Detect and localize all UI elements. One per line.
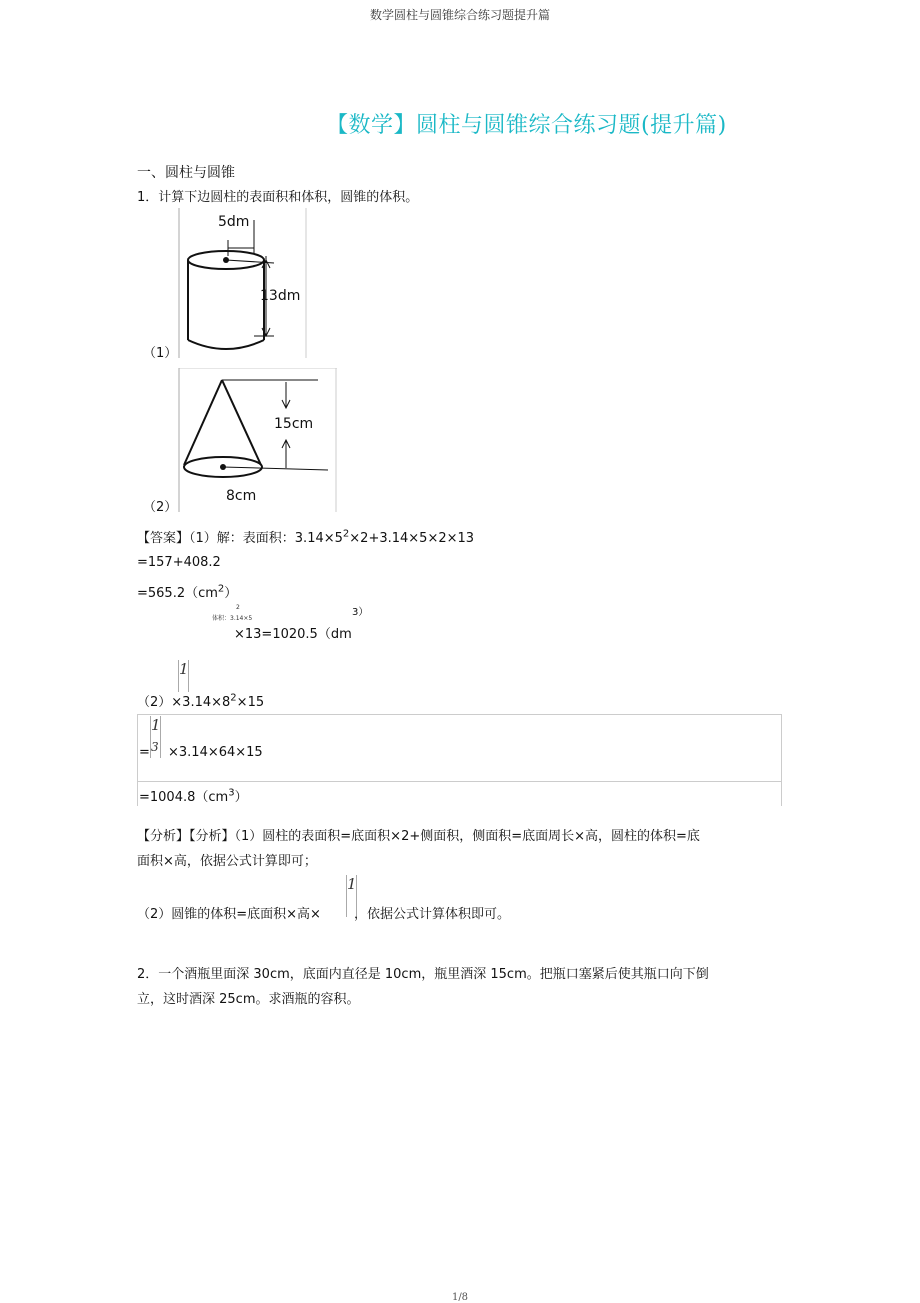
- question-1-prompt: 1．计算下边圆柱的表面积和体积，圆锥的体积。: [137, 190, 419, 205]
- volume-exp: [352, 603, 368, 618]
- answer-part2-tail: ×15: [236, 695, 265, 710]
- table-border-right: [781, 714, 782, 806]
- answer-line-3-tail: ）: [224, 586, 238, 601]
- cylinder-diagram: [178, 208, 308, 358]
- answer-line-1-text: （1）解：表面积：3.14×5: [189, 531, 343, 546]
- table-border-mid: [137, 781, 782, 782]
- answer-line-3-text: =565.2（cm: [137, 586, 218, 601]
- answer-part2-line-3: [139, 786, 248, 805]
- analysis-line-3-tail: ，依据公式计算体积即可。: [354, 907, 511, 922]
- answer-tag: 【答案】: [137, 531, 190, 546]
- figure-2-label: （2）: [143, 500, 178, 515]
- answer-part2-line-1: [137, 691, 264, 710]
- section-heading: 一、圆柱与圆锥: [137, 165, 235, 181]
- analysis-line-2: 面积×高，依据公式计算即可；: [137, 854, 317, 869]
- answer-line-1: [137, 527, 474, 546]
- exponent: 2: [230, 692, 237, 704]
- analysis-line-3: （2）圆锥的体积=底面积×高×: [137, 907, 321, 922]
- cone-figure: [178, 368, 338, 512]
- answer-part2-line-3-text: =1004.8（cm: [139, 790, 229, 805]
- volume-small-label: 体积：3.14×5: [212, 615, 253, 622]
- table-border-top: [137, 714, 782, 715]
- cone-diagram: [178, 368, 338, 512]
- fraction-denominator: 3: [151, 740, 159, 754]
- table-border-left: [137, 714, 138, 806]
- question-2-line-2: 立，这时酒深 25cm。求酒瓶的容积。: [137, 992, 360, 1007]
- answer-part2-line-2: ×3.14×64×15: [168, 745, 263, 760]
- page-title: 【数学】圆柱与圆锥综合练习题(提升篇): [326, 113, 727, 138]
- exponent: 2: [342, 528, 350, 540]
- exponent: 3: [228, 787, 235, 799]
- cylinder-diameter-label: 5dm: [218, 214, 250, 230]
- answer-part2-label: （2）: [137, 695, 172, 710]
- page-number: 1/8: [451, 1292, 469, 1303]
- figure-1-label: （1）: [143, 346, 178, 361]
- answer-line-3: [137, 582, 237, 601]
- volume-exp-value: 3: [352, 607, 359, 618]
- answer-line-2: =157+408.2: [137, 555, 221, 570]
- analysis-tag: 【分析】【分析】: [137, 829, 235, 844]
- answer-part2-text: ×3.14×8: [171, 695, 231, 710]
- cone-height-label: 15cm: [274, 416, 314, 432]
- cylinder-height-label: 13dm: [260, 288, 301, 304]
- cylinder-figure: [178, 208, 308, 358]
- fraction-numerator: 1: [347, 875, 357, 893]
- cone-diameter-label: 8cm: [226, 488, 257, 504]
- exponent: 2: [217, 583, 225, 595]
- volume-exp-close: ）: [358, 607, 369, 618]
- volume-line: ×13=1020.5（dm: [234, 627, 352, 642]
- volume-small-exp: 2: [236, 604, 240, 611]
- analysis-line-1-text: （1）圆柱的表面积=底面积×2+侧面积，侧面积=底面周长×高，圆柱的体积=底: [234, 829, 700, 844]
- answer-part2-eq: =: [139, 745, 150, 760]
- question-2-line-1: 2．一个酒瓶里面深 30cm，底面内直径是 10cm，瓶里酒深 15cm。把瓶口塞紧后使其瓶口向下倒: [137, 967, 709, 982]
- answer-part2-line-3-tail: ）: [234, 790, 248, 805]
- page-header: 数学圆柱与圆锥综合练习题提升篇: [369, 8, 550, 22]
- answer-line-1-tail: ×2+3.14×5×2×13: [349, 531, 475, 546]
- fraction-numerator: 1: [151, 716, 161, 734]
- fraction-numerator: 1: [179, 660, 189, 678]
- analysis-line-1: [137, 825, 700, 844]
